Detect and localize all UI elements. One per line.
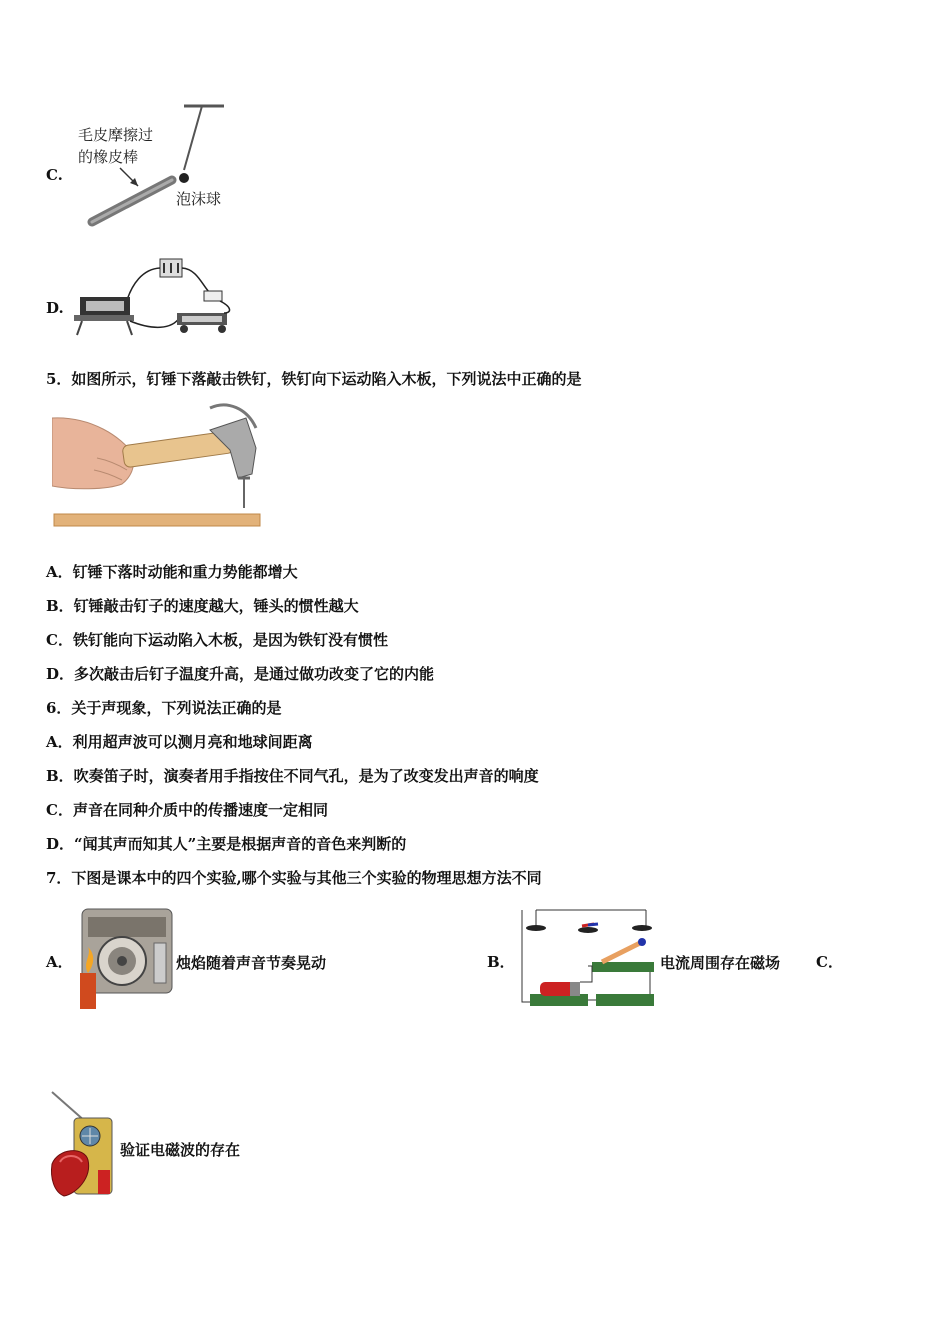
radio-figure (48, 1088, 118, 1200)
rubbed-rod-figure (72, 100, 232, 235)
q6-option-a: A．利用超声波可以测月亮和地球间距离 (46, 733, 313, 751)
q4-option-d-letter: D. (46, 299, 64, 317)
ball-label: 泡沫球 (176, 190, 222, 208)
q7-option-a-caption: 烛焰随着声音节奏晃动 (176, 954, 327, 972)
q7-option-b-letter: B． (487, 953, 515, 971)
q7-option-d-caption: 验证电磁波的存在 (120, 1141, 241, 1159)
hammer-nail-figure (52, 398, 262, 533)
q5-stem: 5．如图所示，钉锤下落敲击铁钉，铁钉向下运动陷入木板，下列说法中正确的是 (46, 370, 582, 388)
q7-option-c-letter: C． (816, 953, 843, 971)
speaker-candle-figure (74, 903, 174, 1011)
q6-option-c: C．声音在同种介质中的传播速度一定相同 (46, 801, 328, 819)
q6-option-d: D．“闻其声而知其人”主要是根据声音的音色来判断的 (46, 835, 407, 853)
q7-option-a-letter: A． (46, 953, 73, 971)
q5-option-a: A．钉锤下落时动能和重力势能都增大 (46, 563, 298, 581)
q5-option-d: D．多次敲击后钉子温度升高，是通过做功改变了它的内能 (46, 665, 435, 683)
q5-option-b: B．钉锤敲击钉子的速度越大，锤头的惯性越大 (46, 597, 359, 615)
rod-label: 毛皮摩擦过 的橡皮棒 (78, 126, 154, 166)
current-magnet-figure (518, 906, 658, 1010)
q7-option-b-caption: 电流周围存在磁场 (660, 954, 781, 972)
q5-option-c: C．铁钉能向下运动陷入木板，是因为铁钉没有惯性 (46, 631, 388, 649)
q4-option-c-letter: C. (46, 166, 63, 184)
q6-option-b: B．吹奏笛子时，演奏者用手指按住不同气孔，是为了改变发出声音的响度 (46, 767, 539, 785)
q7-stem: 7．下图是课本中的四个实验,哪个实验与其他三个实验的物理思想方法不同 (46, 869, 542, 887)
q6-stem: 6．关于声现象，下列说法正确的是 (46, 699, 282, 717)
circuit-figure (72, 255, 237, 340)
